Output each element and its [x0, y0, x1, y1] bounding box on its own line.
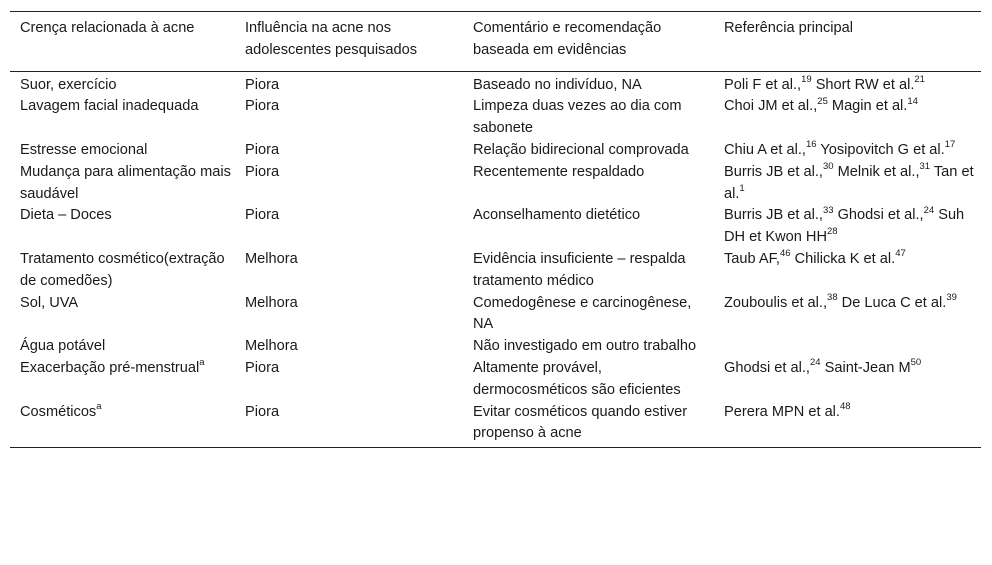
cell-influence: Piora: [245, 359, 280, 376]
table-row: [10, 162, 981, 206]
table-row: [10, 96, 981, 140]
cell-comment: Recentemente respaldado: [473, 163, 645, 180]
cell-belief: [10, 71, 235, 96]
citation-number: 50: [910, 357, 922, 369]
belief-text: Mudança para alimentação mais saudável: [20, 163, 231, 202]
cell-belief: [10, 336, 235, 358]
reference-text: Burris JB et al.,: [724, 163, 823, 180]
belief-text: Exacerbação pré-menstrual: [20, 359, 200, 376]
cell-reference: [714, 336, 981, 358]
reference-text: Burris JB et al.,: [724, 207, 823, 224]
reference-text: Poli F et al.,: [724, 76, 802, 93]
reference-text: Perera MPN et al.: [724, 403, 840, 420]
cell-reference: [714, 402, 981, 448]
reference-text: Chiu A et al.,: [724, 141, 806, 158]
cell-belief: [10, 140, 235, 162]
cell-comment: Evitar cosméticos quando estiver propenso à acne: [463, 402, 714, 448]
reference-text: Melnik et al.,: [833, 163, 920, 180]
citation-number: 38: [827, 291, 838, 303]
cell-reference: [714, 293, 981, 337]
cell-reference: [714, 71, 981, 96]
cell-comment: Comedogênese e carcinogênese, NA: [473, 294, 692, 333]
footnote-marker: a: [199, 357, 205, 369]
cell-comment: Evidência insuficiente – respalda tratamento médico: [473, 250, 686, 289]
header-belief: Crença relacionada à acne: [10, 12, 235, 72]
reference-text: Short RW et al.: [811, 76, 915, 93]
citation-number: 14: [907, 95, 918, 107]
cell-belief: [10, 402, 235, 448]
reference-text: Taub AF,: [724, 250, 780, 267]
table-row: [10, 358, 981, 402]
document-table-wrapper: [10, 11, 981, 448]
reference-text: De Luca C et al.: [837, 294, 947, 311]
belief-text: Cosméticos: [20, 403, 97, 420]
cell-belief: [10, 293, 235, 337]
cell-reference: [714, 249, 981, 293]
table-header: [10, 12, 981, 72]
table-body: [10, 71, 981, 448]
belief-text: Lavagem facial inadequada: [20, 98, 199, 115]
cell-comment: Baseado no indivíduo, NA: [473, 76, 642, 93]
acne-beliefs-table: [10, 11, 981, 448]
cell-influence: Piora: [245, 76, 280, 93]
reference-text: Magin et al.: [827, 98, 908, 115]
reference-text: Zouboulis et al.,: [724, 294, 828, 311]
table-row: [10, 71, 981, 96]
cell-belief: [10, 249, 235, 293]
header-comment: Comentário e recomendação baseada em evidências: [463, 12, 714, 72]
cell-influence: Piora: [245, 141, 280, 158]
cell-influence: Melhora: [245, 338, 298, 355]
cell-influence: Melhora: [245, 294, 298, 311]
belief-text: Tratamento cosmético(extração de comedões): [20, 250, 225, 289]
cell-reference: [714, 96, 981, 140]
cell-reference: [714, 140, 981, 162]
reference-text: Choi JM et al.,: [724, 98, 818, 115]
cell-reference: [714, 162, 981, 206]
belief-text: Suor, exercício: [20, 76, 117, 93]
belief-text: Dieta – Doces: [20, 207, 112, 224]
header-influence: Influência na acne nos adolescentes pesquisados: [235, 12, 463, 72]
cell-comment: Aconselhamento dietético: [473, 207, 641, 224]
table-row: [10, 293, 981, 337]
cell-reference: [714, 358, 981, 402]
cell-belief: [10, 358, 235, 402]
cell-comment: Altamente provável, dermocosméticos são eficientes: [473, 359, 681, 398]
cell-belief: [10, 96, 235, 140]
cell-belief: [10, 205, 235, 249]
reference-text: Suh DH et Kwon HH: [724, 207, 965, 246]
cell-influence: Piora: [245, 98, 280, 115]
cell-influence: Piora: [235, 402, 463, 448]
cell-influence: Piora: [245, 207, 280, 224]
cell-reference: [714, 205, 981, 249]
header-row: [10, 12, 981, 72]
cell-comment: Relação bidirecional comprovada: [473, 141, 689, 158]
citation-number: 28: [827, 226, 838, 238]
reference-text: Ghodsi et al.,: [833, 207, 924, 224]
citation-number: 31: [919, 160, 931, 172]
reference-text: Chilicka K et al.: [790, 250, 896, 267]
citation-number: 33: [822, 204, 834, 216]
table-row: [10, 402, 981, 448]
citation-number: 21: [914, 73, 925, 85]
citation-number: 16: [805, 139, 817, 151]
reference-text: Tan et al.: [724, 163, 974, 202]
cell-influence: Piora: [245, 163, 280, 180]
table-row: [10, 205, 981, 249]
header-reference: Referência principal: [714, 12, 981, 72]
cell-comment: Não investigado em outro trabalho: [473, 338, 697, 355]
belief-text: Sol, UVA: [20, 294, 79, 311]
reference-text: Yosipovitch G et al.: [816, 141, 945, 158]
footnote-marker: a: [96, 400, 102, 412]
citation-number: 47: [895, 248, 906, 260]
citation-number: 48: [839, 400, 851, 412]
reference-text: Saint-Jean M: [820, 359, 911, 376]
citation-number: 17: [944, 139, 956, 151]
citation-number: 46: [779, 248, 791, 260]
cell-comment: Limpeza duas vezes ao dia com sabonete: [473, 98, 682, 137]
cell-influence: Melhora: [245, 250, 298, 267]
reference-text: Ghodsi et al.,: [724, 359, 810, 376]
citation-number: 19: [801, 73, 812, 85]
citation-number: 39: [946, 291, 957, 303]
table-row: [10, 249, 981, 293]
belief-text: Água potável: [20, 338, 106, 355]
table-row: [10, 336, 981, 358]
cell-belief: [10, 162, 235, 206]
citation-number: 1: [739, 182, 745, 194]
citation-number: 30: [822, 160, 834, 172]
citation-number: 25: [817, 95, 828, 107]
citation-number: 24: [923, 204, 935, 216]
table-row: [10, 140, 981, 162]
belief-text: Estresse emocional: [20, 141, 148, 158]
citation-number: 24: [810, 357, 821, 369]
